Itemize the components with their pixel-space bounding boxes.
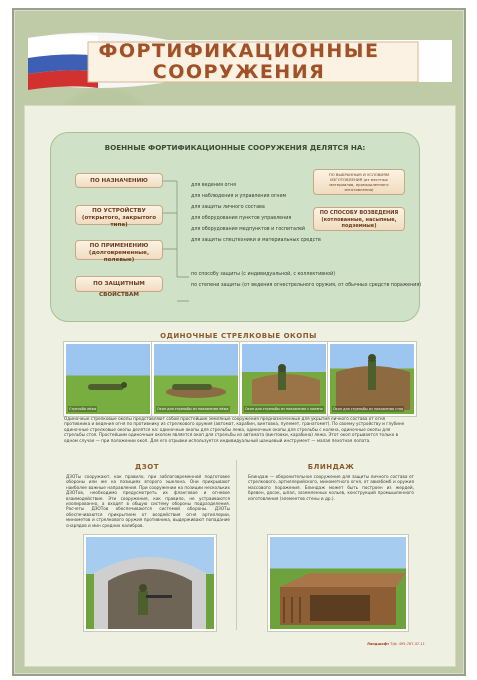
dot-photo: [84, 535, 216, 631]
purpose-list: [191, 183, 321, 244]
purpose-item: для наблюдения и управления огнем: [191, 194, 287, 199]
soldier-lying-icon: [66, 344, 150, 414]
footer-phone: Т/ф: 495-787-47-11: [390, 642, 425, 646]
bracket-lines: [163, 173, 193, 303]
poster-title: [14, 41, 464, 83]
soldier-kneeling-icon: [242, 344, 326, 414]
classification-panel: [50, 132, 420, 322]
box-application: ПО ПРИМЕНЕНИЮ (долговременные, полевые): [75, 240, 163, 260]
dot-title: ДЗОТ: [135, 463, 159, 471]
soldier-lying-pit-icon: [154, 344, 238, 414]
trenches-paragraph: Одиночные стрелковые окопы представляют собой простейшие земляные сооружения предназначенные для укрытия личного состава от огня противника и ведения огня по противнику из стрелкового оружия (автомат, карабин, винтовка, пулемет, гранатомет). По своему устройству и глубине одиночные стрелковые окопы делятся на: одиночные окопы для стрельбы лежа, одиночные окопы для стрельбы с колена, одиночные окопы для стрельбы стоя. Простейшим одиночным окопом является окоп для стрельбы из автомата (винтовки, карабина) лежа. Этот окоп отрывается только в одном случае — при положении окоп. Для его отрывки используется индивидуальный шанцевый инструмент — малая пехотная лопата.: [64, 416, 405, 443]
purpose-item: для защиты личного состава: [191, 205, 265, 210]
trench-caption: Окоп для стрельбы из положения с колена: [245, 407, 323, 411]
poster-title-line2: СООРУЖЕНИЯ: [152, 61, 326, 83]
section-divider: [236, 460, 237, 630]
footer-publisher: Ландшафт: [367, 642, 390, 646]
purpose-item: для оборудования медпунктов и госпиталей: [191, 227, 306, 232]
dot-bunker-icon: [86, 537, 214, 629]
trench-caption: Окоп для стрельбы из положения лёжа: [157, 407, 229, 411]
blindage-title: БЛИНДАЖ: [307, 463, 355, 471]
trench-caption: Окоп для стрельбы из положения стоя: [333, 407, 404, 411]
trench-photo-lying: [64, 342, 152, 416]
footer: [367, 642, 425, 646]
box-materials: ПО ВЫБРАННЫМ И УСЛОВИЯМ ИЗГОТОВЛЕНИЯ (из местных материалов, промышленного изготовления): [313, 169, 405, 195]
blindage-text: Блиндаж — оборонительное сооружение для защиты личного состава от стрелкового, артиллерийского, минометного огня, от авиабомб и оружия массового поражения. Блиндаж может быть построен из жердей, бревен, досок, шпал, заземленных кольев, конструкций промышленного изготовления (элементов стены и др.).: [248, 474, 414, 501]
trench-caption: Стрельба лёжа: [69, 407, 97, 411]
box-protection: ПО ЗАЩИТНЫМ СВОЙСТВАМ: [75, 276, 163, 292]
box-structure: ПО УСТРОЙСТВУ (открытого, закрытого типа): [75, 205, 163, 225]
dot-text: ДЗОТы сооружают, как правило, при заблаговременной подготовке обороны или же на позициях второго эшелона. Они прикрывают наиболее важные направления. При сооружении на позиции нескольких ДЗОТов, необходимо предусмотреть их фланговое и огневое взаимодействие. Эти сооружения, как правило, не устраиваются изолированно, а входят в общую систему обороны подразделения. Расчеты ДЗОТов обеспечиваются системой обороны. ДЗОТы обеспечиваются прикрытием от воздействия огня артиллерии, минометов и стрелкового оружия противника, выдерживают попадание снарядов и мин средних калибров.: [66, 474, 230, 528]
classification-header: ВОЕННЫЕ ФОРТИФИКАЦИОННЫЕ СООРУЖЕНИЯ ДЕЛЯТСЯ НА:: [104, 143, 366, 152]
trenches-title: ОДИНОЧНЫЕ СТРЕЛКОВЫЕ ОКОПЫ: [160, 332, 317, 340]
trench-photo-kneeling: [240, 342, 328, 416]
purpose-item: для оборудования пунктов управления: [191, 216, 292, 221]
blindage-photo: [268, 535, 408, 631]
trench-photo-standing: [328, 342, 416, 416]
protection-list: [191, 272, 421, 289]
protection-item: по способу защиты (с индивидуальной, с коллективной): [191, 272, 336, 277]
protection-item: по степени защиты (от ведения огнестрельного оружия, от обычных средств поражения): [191, 283, 422, 288]
box-purpose: ПО НАЗНАЧЕНИЮ: [75, 173, 163, 188]
soldier-standing-icon: [330, 344, 414, 414]
blindage-dugout-icon: [270, 537, 406, 629]
purpose-item: для защиты спецтехники и материальных средств: [191, 238, 321, 243]
box-construction-method: ПО СПОСОБУ ВОЗВЕДЕНИЯ (котлованные, насыпные, подземные): [313, 207, 405, 231]
purpose-item: для ведения огня: [191, 183, 236, 188]
trench-photo-lying-pit: [152, 342, 240, 416]
poster-title-line1: ФОРТИФИКАЦИОННЫЕ: [98, 40, 380, 62]
